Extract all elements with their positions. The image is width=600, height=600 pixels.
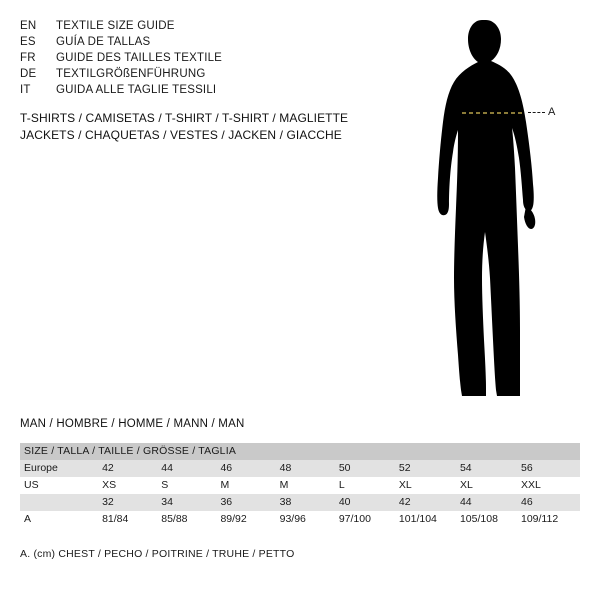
measure-leader-line [528, 112, 545, 114]
table-section-title: MAN / HOMBRE / HOMME / MANN / MAN [20, 418, 245, 430]
cell: 38 [278, 494, 337, 511]
row-label: A [20, 511, 100, 528]
cell: M [278, 477, 337, 494]
category-list [20, 110, 420, 144]
cell: 109/112 [519, 511, 580, 528]
table-row [20, 460, 580, 477]
cell: XS [100, 477, 159, 494]
language-title: TEXTILE SIZE GUIDE [56, 20, 175, 32]
cell: 105/108 [458, 511, 519, 528]
language-row [20, 82, 400, 98]
language-code: IT [20, 84, 31, 96]
cell: 89/92 [218, 511, 277, 528]
cell: 93/96 [278, 511, 337, 528]
language-code: DE [20, 68, 37, 80]
table-header-label: SIZE / TALLA / TAILLE / GRÖSSE / TAGLIA [20, 443, 580, 460]
cell: 42 [397, 494, 458, 511]
cell: 32 [100, 494, 159, 511]
cell: 36 [218, 494, 277, 511]
language-header-block [20, 18, 400, 98]
language-row [20, 34, 400, 50]
language-title: GUIDA ALLE TAGLIE TESSILI [56, 84, 217, 96]
language-title: GUÍA DE TALLAS [56, 36, 151, 48]
cell: 97/100 [337, 511, 397, 528]
cell: 81/84 [100, 511, 159, 528]
cell: L [337, 477, 397, 494]
cell: 50 [337, 460, 397, 477]
cell: 42 [100, 460, 159, 477]
cell: 44 [159, 460, 218, 477]
language-row [20, 66, 400, 82]
cell: XL [397, 477, 458, 494]
language-title: TEXTILGRÖßENFÜHRUNG [56, 68, 206, 80]
cell: S [159, 477, 218, 494]
cell: XL [458, 477, 519, 494]
measure-label-a: A [548, 106, 556, 118]
cell: 54 [458, 460, 519, 477]
language-title: GUIDE DES TAILLES TEXTILE [56, 52, 223, 64]
row-label [20, 494, 100, 511]
category-line-tshirts: T-SHIRTS / CAMISETAS / T-SHIRT / T-SHIRT / MAGLIETTE [20, 111, 349, 125]
language-code: ES [20, 36, 36, 48]
category-line-jackets: JACKETS / CHAQUETAS / VESTES / JACKEN / GIACCHE [20, 128, 342, 142]
language-row [20, 50, 400, 66]
table-row [20, 477, 580, 494]
cell: 40 [337, 494, 397, 511]
table-row [20, 511, 580, 528]
cell: 56 [519, 460, 580, 477]
cell: M [218, 477, 277, 494]
silhouette-icon [408, 10, 588, 405]
cell: 52 [397, 460, 458, 477]
language-code: FR [20, 52, 36, 64]
cell: 101/104 [397, 511, 458, 528]
cell: 34 [159, 494, 218, 511]
size-table [20, 443, 580, 528]
male-silhouette-figure [408, 10, 588, 405]
cell: 46 [519, 494, 580, 511]
row-label: Europe [20, 460, 100, 477]
table-footnote: A. (cm) CHEST / PECHO / POITRINE / TRUHE / PETTO [20, 548, 295, 560]
cell: 46 [218, 460, 277, 477]
table-header-row [20, 443, 580, 460]
cell: 44 [458, 494, 519, 511]
cell: 48 [278, 460, 337, 477]
language-row [20, 18, 400, 34]
language-code: EN [20, 20, 37, 32]
row-label: US [20, 477, 100, 494]
table-row [20, 494, 580, 511]
cell: XXL [519, 477, 580, 494]
cell: 85/88 [159, 511, 218, 528]
